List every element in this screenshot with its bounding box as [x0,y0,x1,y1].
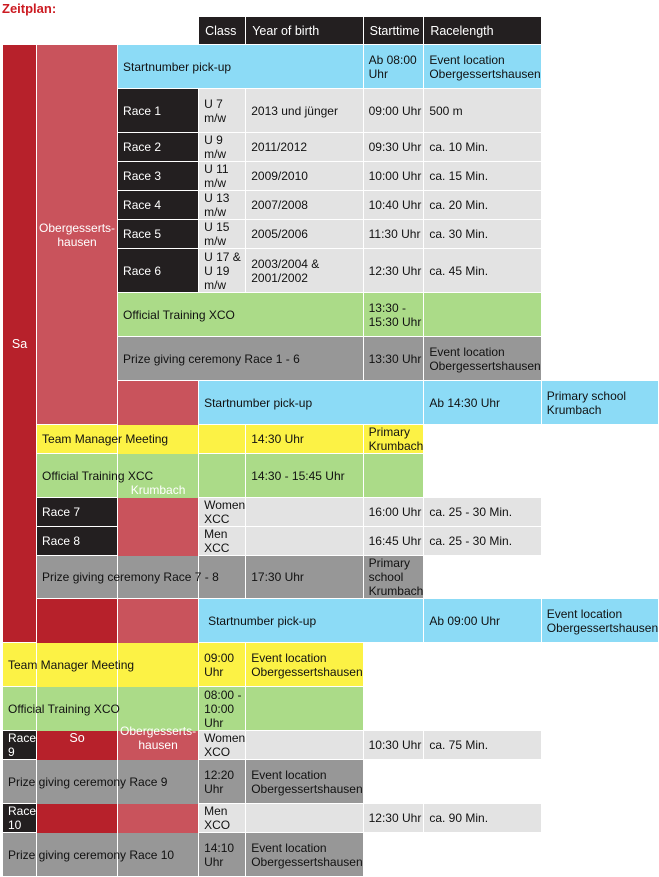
class-cell: U 7 m/w [199,89,246,133]
start-time: 09:00 Uhr [363,89,424,133]
start-time: 10:40 Uhr [363,191,424,220]
race-length: Event location Obergessertshausen [424,45,541,89]
race-length: Event location Obergessertshausen [246,643,363,687]
race-length: ca. 75 Min. [424,731,541,760]
table-row [3,687,659,731]
page-title: Zeitplan: [2,1,57,16]
race-length: Primary school Krumbach [541,381,658,425]
start-time: 16:45 Uhr [363,527,424,556]
year-cell: 2003/2004 & 2001/2002 [246,249,363,293]
start-time: 16:00 Uhr [363,498,424,527]
event-label: Official Training XCO [3,687,199,731]
event-label: Prize giving ceremony Race 1 - 6 [118,337,364,381]
race-label: Race 8 [37,527,118,556]
race-length: Event location Obergessertshausen [246,833,363,877]
event-label: Startnumber pick-up [118,45,364,89]
event-label: Official Training XCO [118,293,364,337]
race-length: ca. 90 Min. [424,804,541,833]
race-length: ca. 10 Min. [424,133,541,162]
location-obergessertshausen: Obergesserts-hausen [118,599,199,877]
table-row [3,425,659,454]
year-cell: 2013 und jünger [246,89,363,133]
year-cell: 2005/2006 [246,220,363,249]
race-label: Race 9 [3,731,37,760]
start-time: 13:30 - 15:30 Uhr [363,293,424,337]
race-label: Race 5 [118,220,199,249]
race-length: Primary Krumbach [363,425,424,454]
year-cell [246,804,363,833]
event-label: Prize giving ceremony Race 10 [3,833,199,877]
start-time: 10:30 Uhr [363,731,424,760]
race-length: ca. 25 - 30 Min. [424,527,541,556]
start-time: 12:20 Uhr [199,760,246,804]
event-label: Official Training XCC [37,454,246,498]
table-row [3,760,659,804]
race-length: 500 m [424,89,541,133]
race-length: Primary school Krumbach [363,556,424,599]
start-time: 09:30 Uhr [363,133,424,162]
table-row [3,833,659,877]
race-length: ca. 25 - 30 Min. [424,498,541,527]
start-time: 14:30 - 15:45 Uhr [246,454,363,498]
start-time: 13:30 Uhr [363,337,424,381]
race-label: Race 7 [37,498,118,527]
race-length: ca. 15 Min. [424,162,541,191]
year-cell: 2007/2008 [246,191,363,220]
race-label: Race 10 [3,804,37,833]
year-cell [246,498,363,527]
race-label: Race 1 [118,89,199,133]
start-time: Ab 14:30 Uhr [424,381,541,425]
race-length: Event location Obergessertshausen [541,599,658,643]
start-time: 14:10 Uhr [199,833,246,877]
table-row [3,498,659,527]
start-time: 11:30 Uhr [363,220,424,249]
race-label: Race 2 [118,133,199,162]
class-cell: Men XCC [199,527,246,556]
table-row [3,556,659,599]
race-label: Race 3 [118,162,199,191]
class-cell: U 11 m/w [199,162,246,191]
table-row [3,45,659,89]
class-cell: U 9 m/w [199,133,246,162]
year-cell: 2009/2010 [246,162,363,191]
race-label: Race 4 [118,191,199,220]
year-cell [246,731,363,760]
class-cell: Men XCO [199,804,246,833]
start-time: 08:00 - 10:00 Uhr [199,687,246,731]
start-time: 12:30 Uhr [363,804,424,833]
day-so: So [37,599,118,877]
class-cell: U 15 m/w [199,220,246,249]
start-time: 17:30 Uhr [246,556,363,599]
race-length [424,293,541,337]
day-sa: Sa [3,45,37,643]
event-label: Team Manager Meeting [37,425,246,454]
race-length: ca. 30 Min. [424,220,541,249]
year-cell [246,527,363,556]
race-label: Race 6 [118,249,199,293]
location-obergessertshausen: Obergesserts-hausen [37,45,118,425]
event-label: Team Manager Meeting [3,643,199,687]
header-row [3,17,659,45]
class-cell: U 17 & U 19 m/w [199,249,246,293]
schedule-table [2,16,659,877]
header-start: Starttime [363,17,424,45]
event-label: Prize giving ceremony Race 9 [3,760,199,804]
event-label: Startnumber pick-up [199,381,424,425]
event-label: Prize giving ceremony Race 7 - 8 [37,556,246,599]
start-time: 09:00 Uhr [199,643,246,687]
race-length: Event location Obergessertshausen [424,337,541,381]
header-length: Racelength [424,17,541,45]
year-cell: 2011/2012 [246,133,363,162]
table-row [3,643,659,687]
start-time: 10:00 Uhr [363,162,424,191]
table-row [3,599,659,643]
class-cell: Women XCC [199,498,246,527]
start-time: Ab 08:00 Uhr [363,45,424,89]
class-cell: U 13 m/w [199,191,246,220]
race-length: ca. 45 Min. [424,249,541,293]
race-length [363,454,424,498]
location-krumbach: Krumbach [118,381,199,599]
race-length: ca. 20 Min. [424,191,541,220]
header-class: Class [199,17,246,45]
class-cell: Women XCO [199,731,246,760]
race-length [246,687,363,731]
event-label: Startnumber pick-up [199,599,424,643]
table-row [3,454,659,498]
table-row [3,527,659,556]
start-time: Ab 09:00 Uhr [424,599,541,643]
start-time: 14:30 Uhr [246,425,363,454]
start-time: 12:30 Uhr [363,249,424,293]
race-length: Event location Obergessertshausen [246,760,363,804]
header-year: Year of birth [246,17,363,45]
